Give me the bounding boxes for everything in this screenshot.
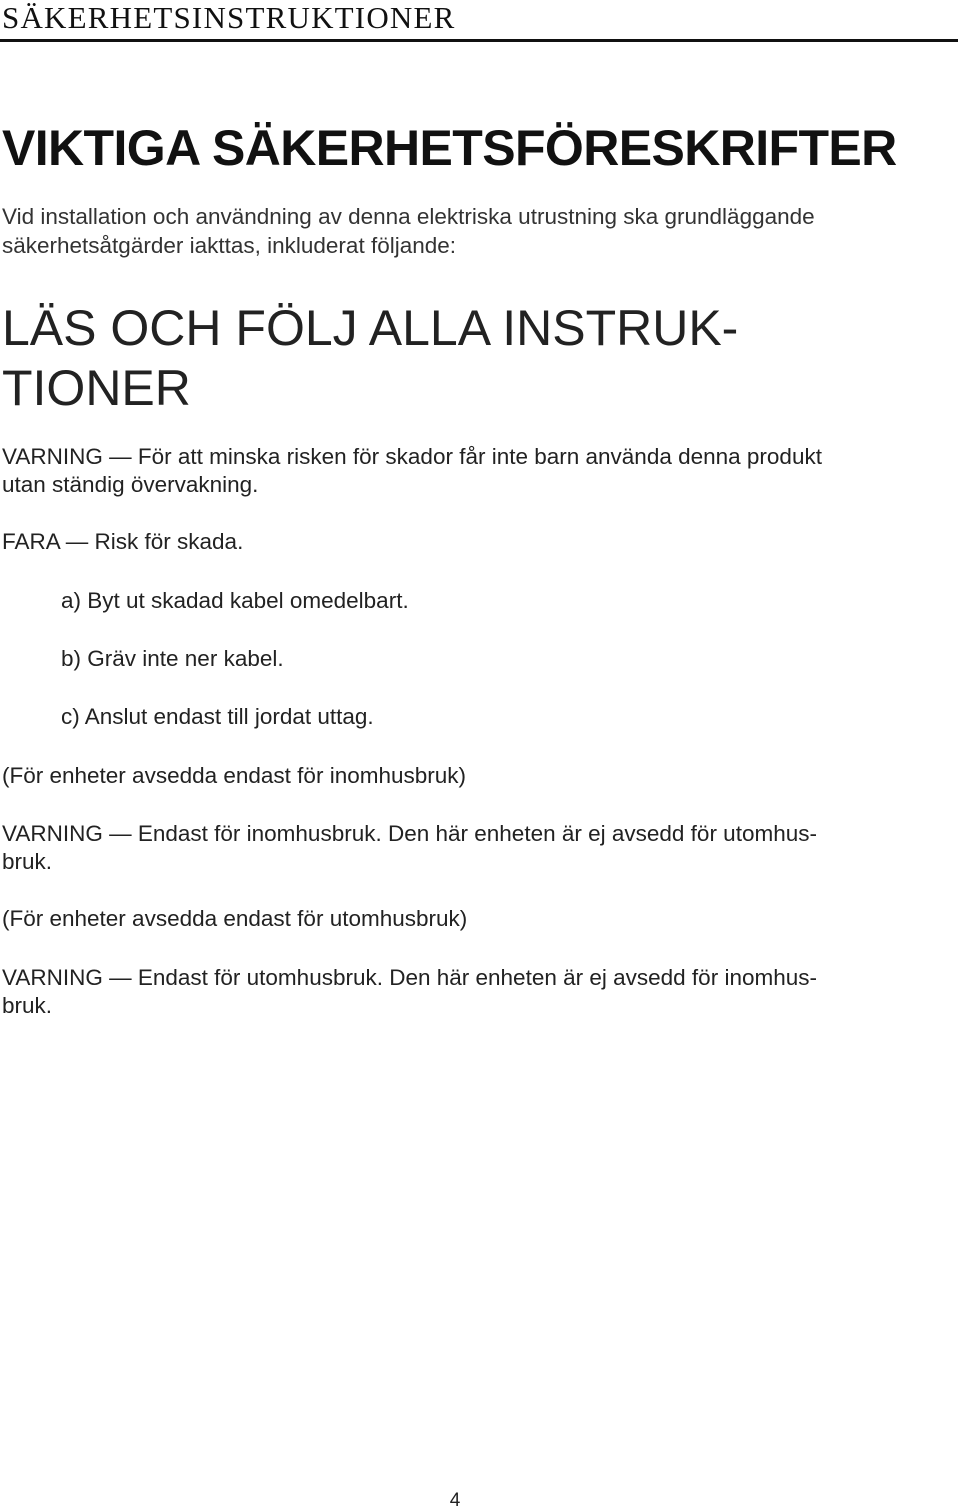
section-header: SÄKERHETSINSTRUKTIONER	[2, 0, 456, 35]
main-title: VIKTIGA SÄKERHETSFÖRESKRIFTER	[2, 120, 897, 176]
outdoor-note: (För enheter avsedda endast för utomhusbruk)	[2, 906, 468, 931]
indoor-warning-paragraph	[2, 820, 942, 876]
indoor-warning-line-1: VARNING — Endast för inomhusbruk. Den här enheten är ej avsedd för utomhus-	[2, 821, 817, 846]
danger-item-b: b) Gräv inte ner kabel.	[61, 646, 284, 671]
outdoor-warning-line-1: VARNING — Endast för utomhusbruk. Den här enheten är ej avsedd för inomhus-	[2, 965, 817, 990]
outdoor-warning-line-2: bruk.	[2, 993, 53, 1018]
intro-line-2: säkerhetsåtgärder iakttas, inkluderat följande:	[2, 233, 457, 258]
page-number: 4	[449, 1490, 461, 1511]
intro-paragraph	[2, 202, 922, 260]
sub-title-line-1: LÄS OCH FÖLJ ALLA INSTRUK-	[2, 300, 739, 356]
outdoor-warning-paragraph	[2, 964, 942, 1020]
danger-item-c: c) Anslut endast till jordat uttag.	[61, 704, 374, 729]
sub-title-line-2: TIONER	[2, 360, 191, 416]
danger-item-a: a) Byt ut skadad kabel omedelbart.	[61, 588, 409, 613]
warning-children-line-1: VARNING — För att minska risken för skador får inte barn använda denna produkt	[2, 444, 822, 469]
header-rule	[0, 39, 958, 42]
intro-line-1: Vid installation och användning av denna elektriska utrustning ska grundläggande	[2, 204, 815, 229]
warning-children-line-2: utan ständig övervakning.	[2, 472, 259, 497]
warning-children-paragraph	[2, 443, 942, 499]
danger-paragraph: FARA — Risk för skada.	[2, 529, 244, 554]
sub-title	[2, 298, 738, 418]
indoor-note: (För enheter avsedda endast för inomhusbruk)	[2, 763, 466, 788]
indoor-warning-line-2: bruk.	[2, 849, 53, 874]
